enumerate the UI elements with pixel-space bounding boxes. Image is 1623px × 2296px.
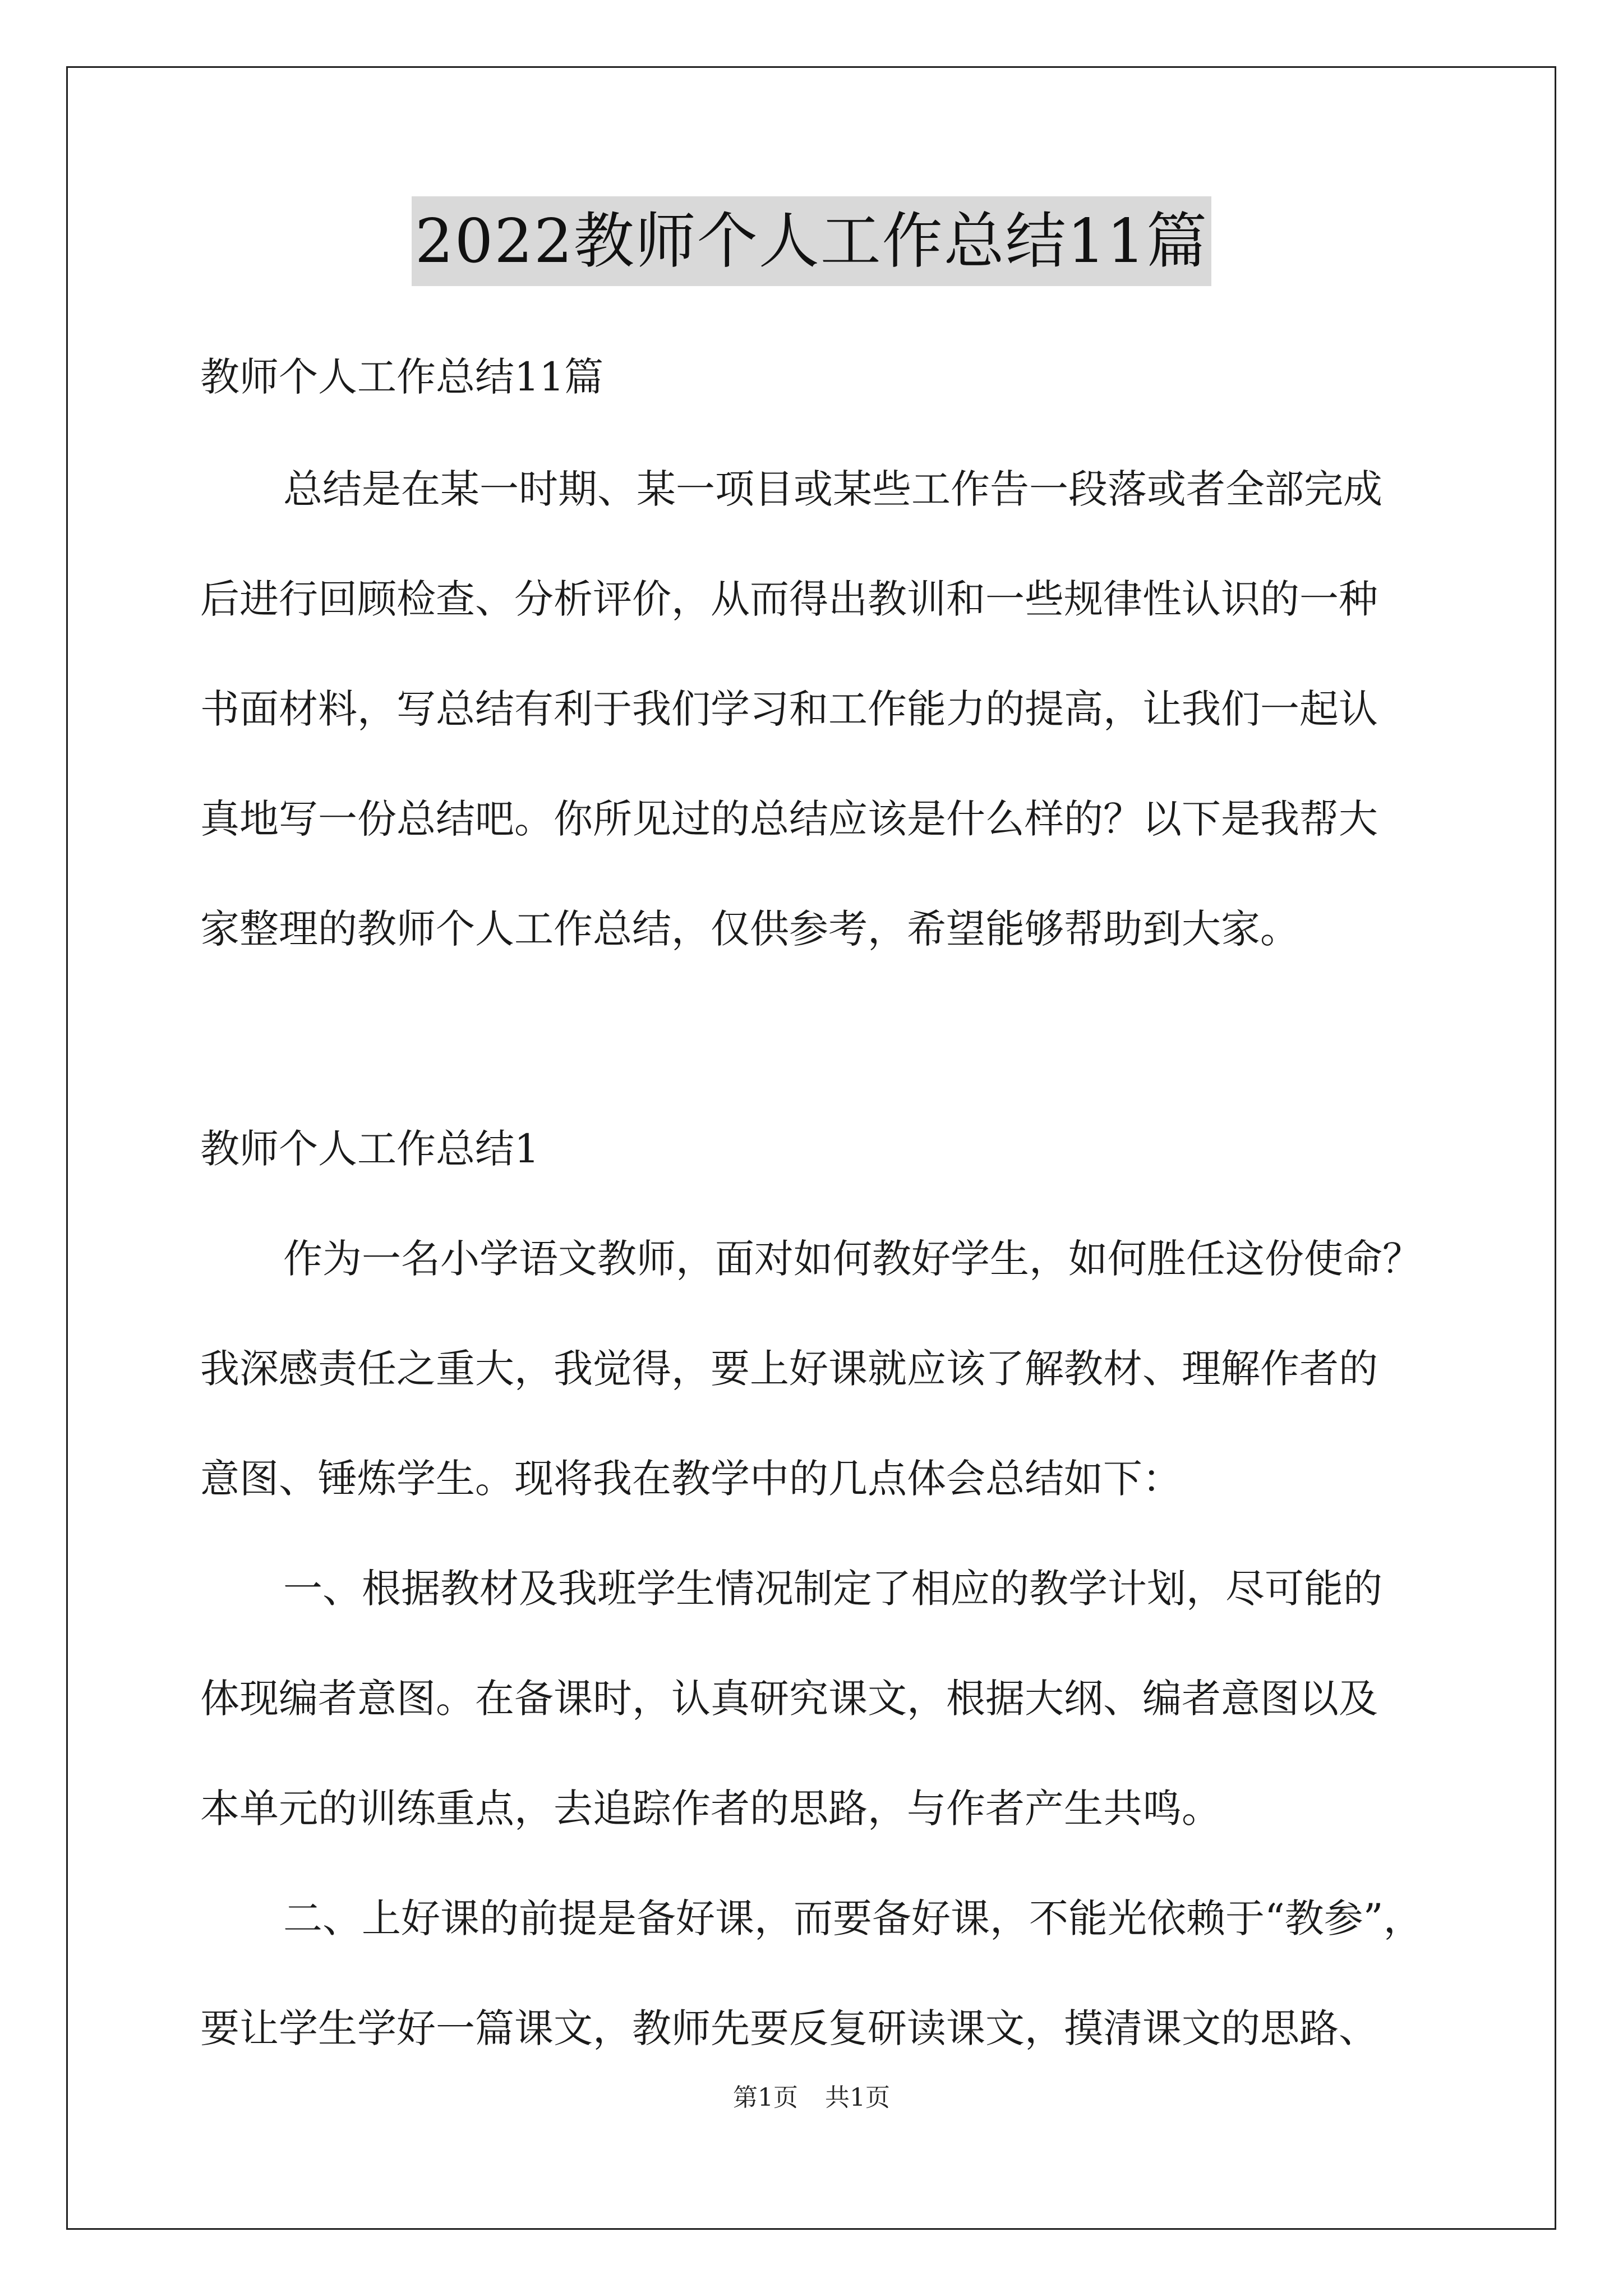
section-heading: 教师个人工作总结1 — [200, 1126, 540, 1172]
intro-line: 家整理的教师个人工作总结，仅供参考，希望能够帮助到大家。 — [200, 906, 1299, 952]
body-line: 本单元的训练重点，去追踪作者的思路，与作者产生共鸣。 — [200, 1786, 1221, 1832]
body-line: 体现编者意图。在备课时，认真研究课文，根据大纲、编者意图以及 — [200, 1676, 1378, 1722]
subtitle: 教师个人工作总结11篇 — [200, 354, 604, 400]
intro-line: 真地写一份总结吧。你所见过的总结应该是什么样的？以下是我帮大 — [200, 796, 1378, 842]
page-total: 共1页 — [825, 2083, 890, 2112]
intro-line: 后进行回顾检查、分析评价，从而得出教训和一些规律性认识的一种 — [200, 576, 1378, 622]
intro-line: 总结是在某一时期、某一项目或某些工作告一段落或者全部完成 — [283, 466, 1382, 512]
body-line: 意图、锤炼学生。现将我在教学中的几点体会总结如下： — [200, 1456, 1182, 1502]
title-container — [0, 196, 1623, 286]
body-line: 作为一名小学语文教师，面对如何教好学生，如何胜任这份使命？ — [283, 1236, 1422, 1282]
body-line: 要让学生学好一篇课文，教师先要反复研读课文，摸清课文的思路、 — [200, 2005, 1378, 2051]
intro-line: 书面材料，写总结有利于我们学习和工作能力的提高，让我们一起认 — [200, 686, 1378, 732]
page-footer — [0, 2081, 1623, 2115]
page-number: 第1页 — [733, 2083, 798, 2112]
body-line: 一、根据教材及我班学生情况制定了相应的教学计划，尽可能的 — [283, 1566, 1382, 1612]
body-line: 二、上好课的前提是备好课，而要备好课，不能光依赖于“教参”， — [283, 1895, 1423, 1941]
body-line: 我深感责任之重大，我觉得，要上好课就应该了解教材、理解作者的 — [200, 1346, 1378, 1392]
document-title: 2022教师个人工作总结11篇 — [412, 196, 1211, 286]
